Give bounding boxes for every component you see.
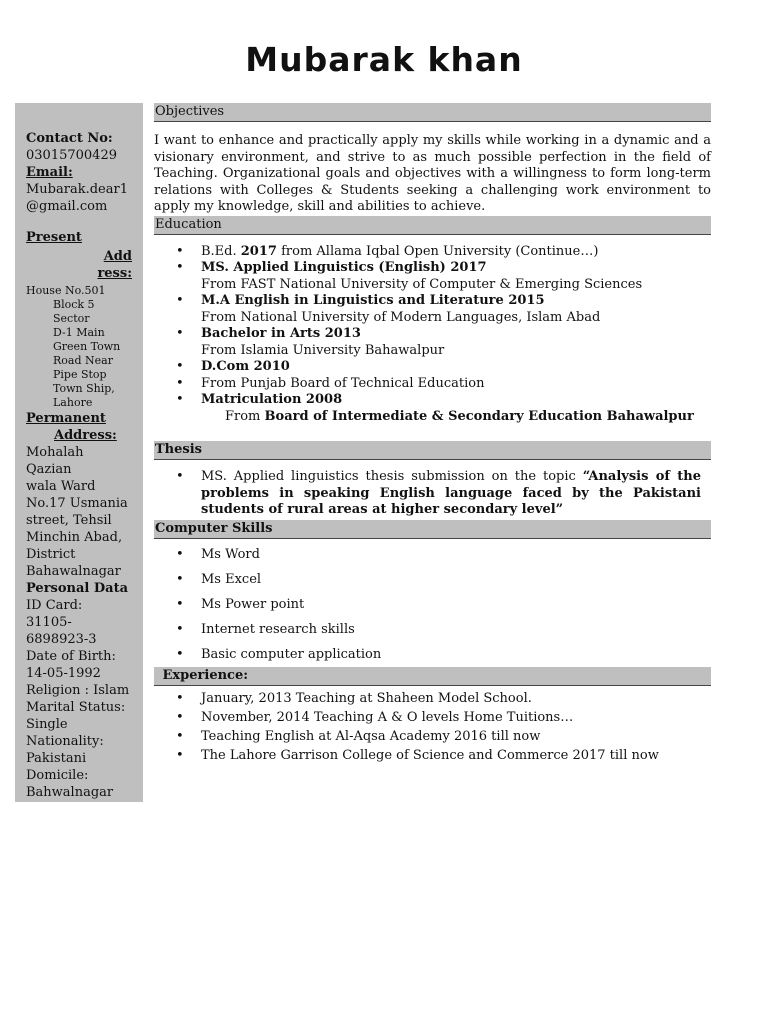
objectives-heading: Objectives <box>154 103 711 122</box>
permanent-address-line: street, Tehsil <box>26 513 112 528</box>
thesis-item: • MS. Applied linguistics thesis submission on the topic “Analysis of the problems in speaking English language faced by the Pakistani students of rural areas at higher secondary level” <box>154 469 711 519</box>
personal-data-line: 6898923-3 <box>26 632 97 647</box>
address-label-b: ress: <box>97 266 132 281</box>
permanent-address-line: Bahawalnagar <box>26 564 121 579</box>
email-line: Mubarak.dear1 <box>26 182 128 197</box>
computer-skills-heading: Computer Skills <box>154 520 711 539</box>
education-list <box>154 244 711 426</box>
personal-data-line: Pakistani <box>26 751 87 766</box>
education-item: • M.A English in Linguistics and Literature 2015 <box>154 293 711 310</box>
education-item: • MS. Applied Linguistics (English) 2017 <box>154 260 711 277</box>
experience-heading: Experience: <box>154 667 711 686</box>
personal-data-label: Personal Data <box>26 581 129 596</box>
address-label-a: Add <box>103 249 132 264</box>
email-line: @gmail.com <box>26 199 108 214</box>
permanent-address-line: No.17 Usmania <box>26 496 128 511</box>
thesis-heading: Thesis <box>154 441 711 460</box>
education-institution: From FAST National University of Computer & Emerging Sciences <box>201 276 643 292</box>
permanent-address-line: wala Ward <box>26 479 96 494</box>
education-institution: From Board of Intermediate & Secondary Education Bahawalpur <box>225 408 694 424</box>
present-address-line: Pipe Stop <box>53 368 107 381</box>
experience-item: • Teaching English at Al-Aqsa Academy 2016 till now <box>154 727 711 746</box>
thesis-list <box>154 469 711 519</box>
present-address-line: House No.501 <box>26 284 106 297</box>
permanent-address-line: Mohalah Qazian <box>26 445 84 477</box>
experience-item: • The Lahore Garrison College of Science and Commerce 2017 till now <box>154 746 711 765</box>
education-heading: Education <box>154 216 711 235</box>
contact-label: Contact No: <box>26 131 113 146</box>
permanent-address-label: Address: <box>54 428 117 443</box>
present-address-line: Green Town <box>53 340 121 353</box>
personal-data-line: ID Card: 31105- <box>26 598 83 630</box>
education-item: • B.Ed. 2017 from Allama Iqbal Open University (Continue…) <box>154 244 711 261</box>
personal-data-line: Marital Status: <box>26 700 126 715</box>
permanent-address-line: Minchin Abad, <box>26 530 123 545</box>
present-address-line: Town Ship, <box>53 382 115 395</box>
education-item: • Bachelor in Arts 2013 <box>154 326 711 343</box>
education-item: • Matriculation 2008 <box>154 392 711 409</box>
personal-data-line: Nationality: <box>26 734 104 749</box>
sidebar <box>15 103 143 802</box>
personal-data-line: Bahwalnagar <box>26 785 114 800</box>
permanent-address-line: District <box>26 547 76 562</box>
email-label: Email: <box>26 165 73 180</box>
objectives-text: I want to enhance and practically apply my skills while working in a dynamic and a visionary environment, and strive to as much possible perfection in the field of Teaching. Organizational goals and objectives with a willingness to form long-term relations with Colleges & Students seeking a challenging work environment to apply my knowledge, skill and abilities to achieve. <box>154 133 711 214</box>
personal-data-line: Religion : Islam <box>26 683 130 698</box>
computer-skills-list <box>154 546 711 671</box>
personal-data-line: Single <box>26 717 68 732</box>
resume-name: Mubarak khan <box>245 40 523 79</box>
experience-item: • January, 2013 Teaching at Shaheen Model School. <box>154 689 711 708</box>
experience-item: • November, 2014 Teaching A & O levels Home Tuitions… <box>154 708 711 727</box>
skill-item: • Ms Word <box>154 546 711 571</box>
contact-value: 03015700429 <box>26 148 117 163</box>
education-item: • D.Com 2010 <box>154 359 711 376</box>
experience-list <box>154 689 711 765</box>
personal-data-line: Date of Birth: <box>26 649 116 664</box>
present-address-line: Road Near <box>53 354 113 367</box>
education-institution: From National University of Modern Languages, Islam Abad <box>201 309 601 325</box>
present-label: Present <box>26 230 82 245</box>
education-institution: From Islamia University Bahawalpur <box>201 342 445 358</box>
skill-item: • Ms Excel <box>154 571 711 596</box>
skill-item: • Ms Power point <box>154 596 711 621</box>
personal-data-line: Domicile: <box>26 768 89 783</box>
education-item: • From Punjab Board of Technical Education <box>154 376 711 393</box>
present-address-line: Lahore <box>53 396 93 409</box>
main-content <box>154 103 711 765</box>
permanent-label: Permanent <box>26 411 106 426</box>
present-address-line: D-1 Main <box>53 326 105 339</box>
personal-data-line: 14-05-1992 <box>26 666 101 681</box>
skill-item: • Internet research skills <box>154 621 711 646</box>
skill-item: • Basic computer application <box>154 646 711 671</box>
present-address-line: Block 5 Sector <box>53 298 95 325</box>
